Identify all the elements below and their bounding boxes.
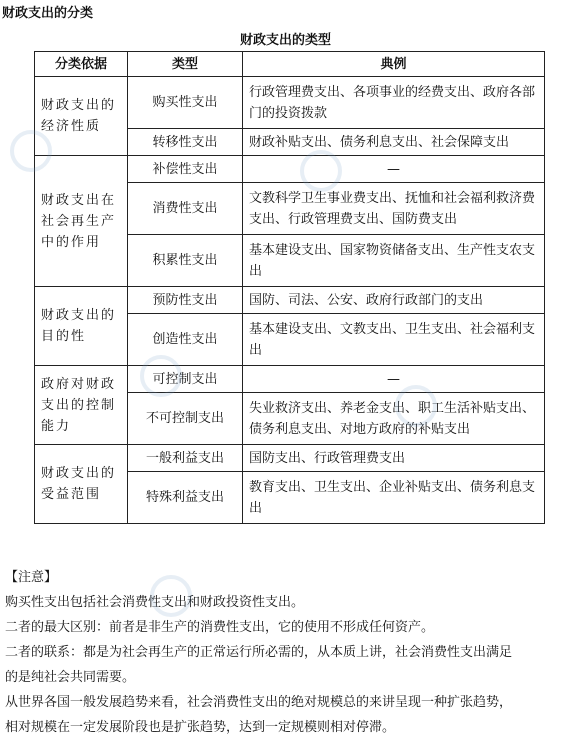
table-header-row bbox=[35, 52, 545, 77]
example-cell: 文教科学卫生事业费支出、抚恤和社会福利救济费支出、行政管理费支出、国防费支出 bbox=[243, 183, 545, 235]
notes-line: 二者的联系：都是为社会再生产的正常运行所必需的，从本质上讲，社会消费性支出满足 bbox=[5, 645, 513, 660]
example-cell: 基本建设支出、国家物资储备支出、生产性支农支出 bbox=[243, 235, 545, 287]
basis-cell: 财政支出的目的性 bbox=[35, 287, 128, 366]
example-cell: 财政补贴支出、债务利息支出、社会保障支出 bbox=[243, 129, 545, 156]
expenditure-classification-table bbox=[34, 51, 545, 524]
basis-cell: 政府对财政支出的控制能力 bbox=[35, 366, 128, 445]
table-row bbox=[35, 366, 545, 393]
table-row bbox=[35, 287, 545, 314]
example-cell: — bbox=[243, 156, 545, 183]
header-basis: 分类依据 bbox=[35, 52, 128, 77]
notes-line: 二者的最大区别：前者是非生产的消费性支出，它的使用不形成任何资产。 bbox=[5, 620, 435, 635]
notes-line: 购买性支出包括社会消费性支出和财政投资性支出。 bbox=[5, 595, 305, 610]
type-cell: 购买性支出 bbox=[128, 77, 243, 129]
table-row bbox=[35, 445, 545, 472]
example-cell: 教育支出、卫生支出、企业补贴支出、债务利息支出 bbox=[243, 472, 545, 524]
example-cell: 国防、司法、公安、政府行政部门的支出 bbox=[243, 287, 545, 314]
basis-cell: 财政支出的受益范围 bbox=[35, 445, 128, 524]
example-cell: — bbox=[243, 366, 545, 393]
notes-section bbox=[0, 565, 571, 740]
example-cell: 国防支出、行政管理费支出 bbox=[243, 445, 545, 472]
type-cell: 不可控制支出 bbox=[128, 393, 243, 445]
type-cell: 补偿性支出 bbox=[128, 156, 243, 183]
type-cell: 预防性支出 bbox=[128, 287, 243, 314]
type-cell: 积累性支出 bbox=[128, 235, 243, 287]
table-title: 财政支出的类型 bbox=[239, 33, 331, 48]
header-example: 典例 bbox=[243, 52, 545, 77]
type-cell: 消费性支出 bbox=[128, 183, 243, 235]
example-cell: 基本建设支出、文教支出、卫生支出、社会福利支出 bbox=[243, 314, 545, 366]
basis-cell: 财政支出的经济性质 bbox=[35, 77, 128, 156]
basis-cell: 财政支出在社会再生产中的作用 bbox=[35, 156, 128, 287]
type-cell: 特殊利益支出 bbox=[128, 472, 243, 524]
type-cell: 可控制支出 bbox=[128, 366, 243, 393]
type-cell: 一般利益支出 bbox=[128, 445, 243, 472]
page-heading: 财政支出的分类 bbox=[2, 6, 94, 21]
table-row bbox=[35, 156, 545, 183]
table-row bbox=[35, 77, 545, 129]
notes-line: 的是纯社会共同需要。 bbox=[5, 670, 136, 685]
header-type: 类型 bbox=[128, 52, 243, 77]
example-cell: 失业救济支出、养老金支出、职工生活补贴支出、债务利息支出、对地方政府的补贴支出 bbox=[243, 393, 545, 445]
type-cell: 创造性支出 bbox=[128, 314, 243, 366]
type-cell: 转移性支出 bbox=[128, 129, 243, 156]
notes-label: 【注意】 bbox=[5, 570, 58, 585]
notes-line: 相对规模在一定发展阶段也是扩张趋势，达到一定规模则相对停滞。 bbox=[5, 720, 396, 735]
example-cell: 行政管理费支出、各项事业的经费支出、政府各部门的投资拨款 bbox=[243, 77, 545, 129]
notes-line: 从世界各国一般发展趋势来看，社会消费性支出的绝对规模总的来讲呈现一种扩张趋势， bbox=[5, 695, 513, 710]
